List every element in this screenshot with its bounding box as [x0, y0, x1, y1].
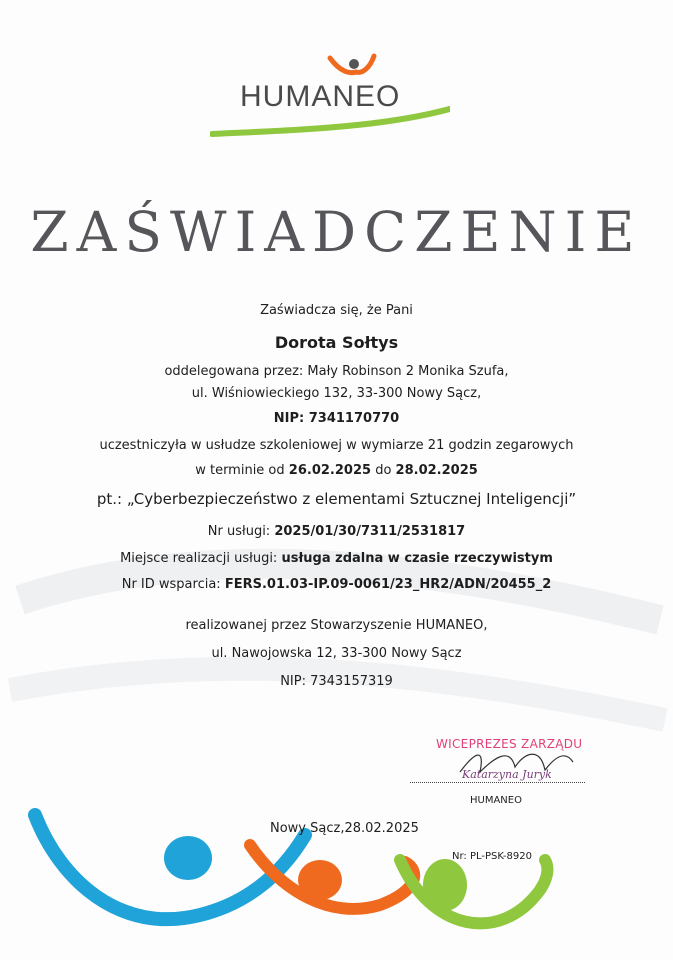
- green-swoosh: [400, 860, 547, 923]
- employer-address: ul. Wiśniowieckiego 132, 33-300 Nowy Sącz,: [191, 386, 482, 401]
- signature-line: [410, 782, 585, 783]
- blue-drop: [164, 836, 212, 880]
- service-label: Nr usługi:: [207, 524, 271, 539]
- service-number: [0, 524, 673, 539]
- intro-text: Zaświadcza się, że Pani: [260, 303, 413, 318]
- term-prefix: w terminie od: [195, 463, 285, 478]
- training-topic: pt.: „Cyberbezpieczeństwo z elementami Sztucznej Inteligencji”: [96, 490, 577, 508]
- support-label: Nr ID wsparcia:: [121, 577, 221, 592]
- document-title: ZAŚWIADCZENIE: [30, 200, 643, 264]
- green-drop: [423, 859, 467, 911]
- signature-stamp-title: WICEPREZES ZARZĄDU: [436, 737, 583, 751]
- date-to: 28.02.2025: [395, 463, 478, 478]
- service-place: [0, 551, 673, 566]
- signature-org: HUMANEO: [470, 795, 522, 806]
- orange-drop: [298, 860, 342, 900]
- humaneo-logo: [210, 50, 450, 140]
- place-label: Miejsce realizacji usługi:: [120, 551, 278, 566]
- participation-text: uczestniczyła w usłudze szkoleniowej w wymiarze 21 godzin zegarowych: [99, 438, 574, 453]
- support-id: [0, 577, 673, 592]
- training-term: [0, 463, 673, 478]
- place-value: usługa zdalna w czasie rzeczywistym: [281, 551, 553, 566]
- place-and-date: Nowy Sącz,28.02.2025: [270, 821, 419, 836]
- support-value: FERS.01.03-IP.09-0061/23_HR2/ADN/20455_2: [224, 577, 552, 592]
- participant-name: Dorota Sołtys: [274, 333, 399, 352]
- term-mid: do: [375, 463, 392, 478]
- service-value: 2025/01/30/7311/2531817: [274, 524, 466, 539]
- certificate-number: Nr: PL-PSK-8920: [452, 851, 532, 862]
- employer-nip: NIP: 7341170770: [273, 411, 400, 426]
- realized-by: realizowanej przez Stowarzyszenie HUMANEO,: [185, 618, 488, 633]
- delegated-by: oddelegowana przez: Mały Robinson 2 Monika Szufa,: [164, 364, 509, 379]
- organizer-nip: NIP: 7343157319: [280, 674, 393, 689]
- organizer-address: ul. Nawojowska 12, 33-300 Nowy Sącz: [211, 646, 462, 661]
- date-from: 26.02.2025: [288, 463, 372, 478]
- logo-text: HUMANEO: [240, 80, 401, 113]
- signature-stamp-name: Katarzyna Juryk: [462, 768, 552, 781]
